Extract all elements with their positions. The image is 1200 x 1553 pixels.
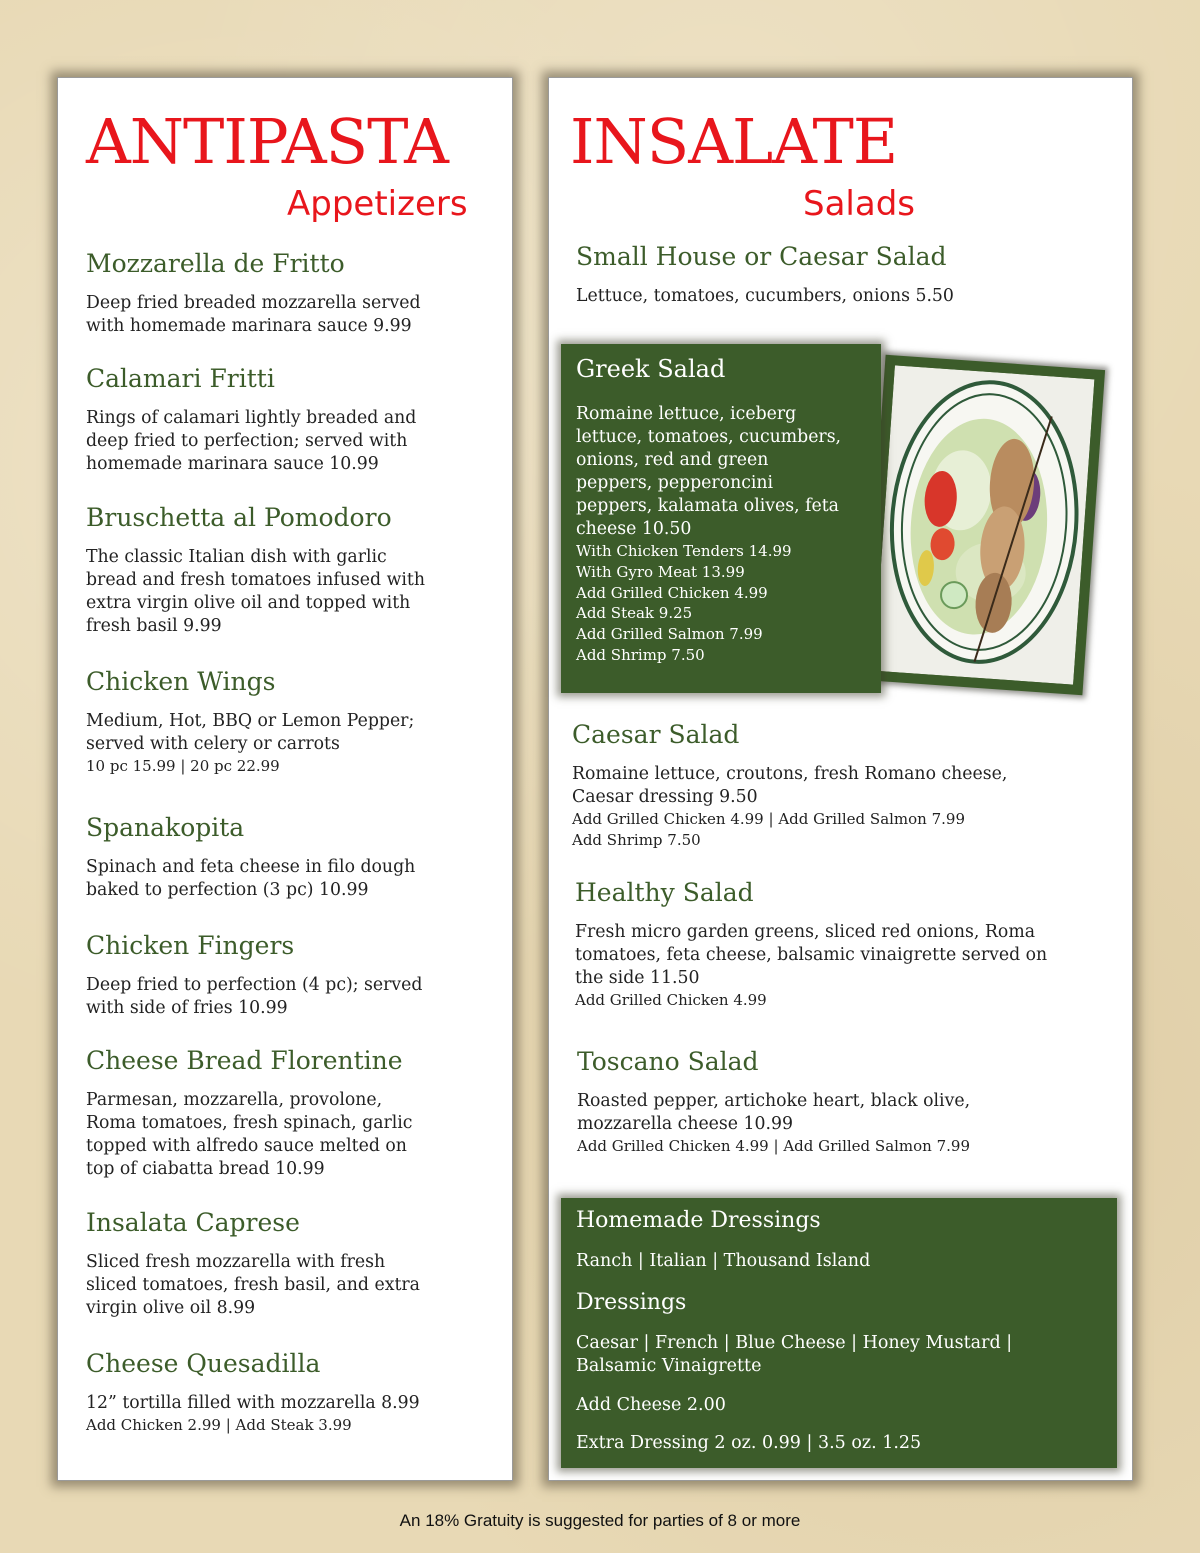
item-description: Deep fried breaded mozzarella served with homemade marinara sauce 9.99 [86,293,421,336]
item-name: Cheese Bread Florentine [86,1046,403,1075]
item-name: Toscano Salad [577,1047,759,1076]
item-name: Chicken Fingers [86,931,295,960]
item-description: Romaine lettuce, iceberg lettuce, tomatoes, cucumbers, onions, red and green peppers, pepperoncini peppers, kalamata olives, feta cheese 10.50 [576,404,842,539]
salads-subtitle: Salads [803,184,915,224]
item-description: Sliced fresh mozzarella with fresh sliced tomatoes, fresh basil, and extra virgin olive oil 8.99 [86,1252,420,1318]
greek-salad-box [561,344,881,693]
item-extra: 10 pc 15.99 | 20 pc 22.99 [86,757,280,775]
item-description: Rings of calamari lightly breaded and deep fried to perfection; served with homemade marinara sauce 10.99 [86,408,417,474]
dressings-list: Caesar | French | Blue Cheese | Honey Mustard | Balsamic Vinaigrette [576,1333,1013,1376]
item-description: Lettuce, tomatoes, cucumbers, onions 5.50 [576,286,954,306]
item-name: Mozzarella de Fritto [86,249,345,278]
item-name: Spanakopita [86,813,245,842]
item-name: Small House or Caesar Salad [576,242,947,271]
menu-item [86,667,414,777]
dressings-heading: Dressings [576,1290,687,1315]
menu-item [86,1349,420,1436]
menu-item [86,503,425,638]
menu-item [86,249,421,338]
item-name: Greek Salad [576,355,726,383]
menu-item [86,813,415,902]
menu-item [575,878,1047,1011]
extra-dressing-text: Extra Dressing 2 oz. 0.99 | 3.5 oz. 1.25 [576,1433,922,1453]
gratuity-note: An 18% Gratuity is suggested for parties of 8 or more [399,1511,801,1530]
item-name: Healthy Salad [575,878,754,907]
item-name: Bruschetta al Pomodoro [86,503,392,532]
item-description: Roasted pepper, artichoke heart, black olive, mozzarella cheese 10.99 [577,1091,971,1134]
menu-item [86,364,416,476]
item-extras: With Chicken Tenders 14.99 With Gyro Meat 13.99 Add Grilled Chicken 4.99 Add Steak 9.25 Add Grilled Salmon 7.99 Add Shrimp 7.50 [576,542,792,664]
item-name: Insalata Caprese [86,1208,300,1237]
menu-item [576,242,954,308]
greek-salad-photo [863,355,1105,696]
antipasta-title: ANTIPASTA [86,105,448,178]
item-description: 12” tortilla filled with mozzarella 8.99 [86,1393,420,1413]
item-description: Spinach and feta cheese in filo dough baked to perfection (3 pc) 10.99 [86,857,416,900]
item-description: Romaine lettuce, croutons, fresh Romano cheese, Caesar dressing 9.50 [572,764,1008,807]
item-extra: Add Grilled Chicken 4.99 | Add Grilled Salmon 7.99 Add Shrimp 7.50 [572,810,966,849]
item-description: Medium, Hot, BBQ or Lemon Pepper; served with celery or carrots [86,711,415,754]
item-name: Calamari Fritti [86,364,275,393]
appetizers-subtitle: Appetizers [287,184,468,224]
item-description: Fresh micro garden greens, sliced red onions, Roma tomatoes, feta cheese, balsamic vinaigrette served on the side 11.50 [575,922,1048,988]
menu-item [86,931,422,1020]
item-extra: Add Grilled Chicken 4.99 [575,991,767,1009]
menu-item [577,1047,970,1157]
item-description: The classic Italian dish with garlic bread and fresh tomatoes infused with extra virgin olive oil and topped with fresh basil 9.99 [86,547,425,636]
item-name: Chicken Wings [86,667,276,696]
salad-plate-image [874,365,1095,684]
menu-item [86,1208,420,1320]
homemade-dressings-heading: Homemade Dressings [576,1208,821,1233]
item-name: Caesar Salad [572,720,740,749]
item-description: Deep fried to perfection (4 pc); served with side of fries 10.99 [86,975,423,1018]
menu-item [86,1046,413,1181]
item-extra: Add Grilled Chicken 4.99 | Add Grilled Salmon 7.99 [577,1137,971,1155]
dressings-box [561,1198,1117,1468]
item-name: Cheese Quesadilla [86,1349,321,1378]
menu-item [572,720,1007,851]
add-cheese-text: Add Cheese 2.00 [576,1395,726,1415]
item-description: Parmesan, mozzarella, provolone, Roma tomatoes, fresh spinach, garlic topped with alfredo sauce melted on top of ciabatta bread 10.99 [86,1090,413,1179]
homemade-dressings-list: Ranch | Italian | Thousand Island [576,1251,871,1271]
insalate-title: INSALATE [570,105,898,178]
item-extra: Add Chicken 2.99 | Add Steak 3.99 [86,1416,352,1434]
